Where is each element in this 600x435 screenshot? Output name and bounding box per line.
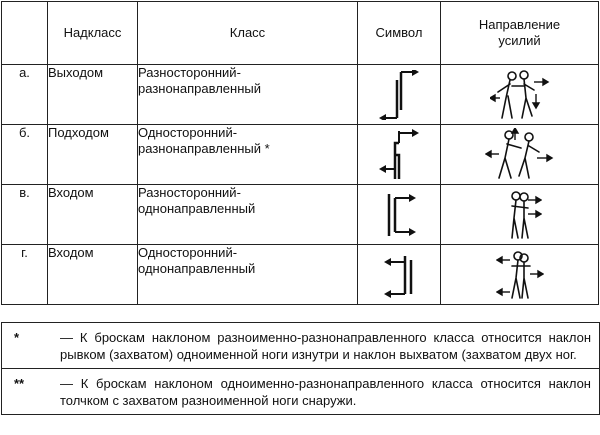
row-direction xyxy=(441,65,599,125)
row-class xyxy=(138,185,358,245)
row-class-line2: однонаправленный xyxy=(138,261,256,276)
row-direction xyxy=(441,185,599,245)
table-row xyxy=(2,245,599,305)
diverging-arrows-icon xyxy=(358,70,440,120)
row-class xyxy=(138,125,358,185)
row-symbol xyxy=(358,65,441,125)
row-symbol xyxy=(358,245,441,305)
row-class-line1: Односторонний- xyxy=(138,125,238,140)
row-class-line2: однонаправленный xyxy=(138,201,256,216)
row-class xyxy=(138,245,358,305)
header-class: Класс xyxy=(138,2,358,65)
header-row xyxy=(2,2,599,65)
row-class-line2: разнонаправленный xyxy=(138,81,261,96)
header-symbol: Символ xyxy=(358,2,441,65)
row-letter: б. xyxy=(2,125,48,185)
table-row xyxy=(2,65,599,125)
row-letter: а. xyxy=(2,65,48,125)
row-direction xyxy=(441,245,599,305)
row-letter: г. xyxy=(2,245,48,305)
row-class-line1: Разносторонний- xyxy=(138,185,241,200)
row-superclass: Выходом xyxy=(48,65,138,125)
row-class xyxy=(138,65,358,125)
row-superclass: Входом xyxy=(48,245,138,305)
row-superclass: Подходом xyxy=(48,125,138,185)
header-direction xyxy=(441,2,599,65)
footnote xyxy=(2,368,599,414)
row-direction xyxy=(441,125,599,185)
row-class-line1: Односторонний- xyxy=(138,245,238,260)
wrestlers-figure-icon xyxy=(441,68,598,122)
row-class-line1: Разносторонний- xyxy=(138,65,241,80)
header-superclass: Надкласс xyxy=(48,2,138,65)
row-symbol xyxy=(358,125,441,185)
footnote xyxy=(2,322,599,368)
wrestlers-figure-icon xyxy=(441,248,598,302)
wrestlers-figure-icon xyxy=(441,128,598,182)
header-direction-label: Направление усилий xyxy=(478,17,561,48)
parallel-right-arrows-icon xyxy=(358,190,440,240)
row-superclass: Входом xyxy=(48,185,138,245)
parallel-left-arrows-icon xyxy=(358,250,440,300)
classification-table xyxy=(1,1,599,305)
footnote-mark: ** xyxy=(14,376,25,391)
wrestlers-figure-icon xyxy=(441,188,598,242)
footnotes xyxy=(1,322,600,415)
footnote-mark: * xyxy=(14,330,20,345)
footnote-text: — К броскам наклоном разноименно-разнонаправленного класса относится наклон рывком (захватом) одноименной ноги изнутри и наклон выхватом (захватом двух ног. xyxy=(60,330,591,362)
row-class-line2: разнонаправленный * xyxy=(138,141,270,156)
table-row xyxy=(2,185,599,245)
table-row xyxy=(2,125,599,185)
zigzag-arrows-icon xyxy=(358,129,440,181)
row-letter: в. xyxy=(2,185,48,245)
header-index xyxy=(2,2,48,65)
row-symbol xyxy=(358,185,441,245)
footnote-text: — К броскам наклоном одноименно-разнонаправленного класса относится наклон толчком с захватом разноименной ноги снаружи. xyxy=(60,376,591,408)
